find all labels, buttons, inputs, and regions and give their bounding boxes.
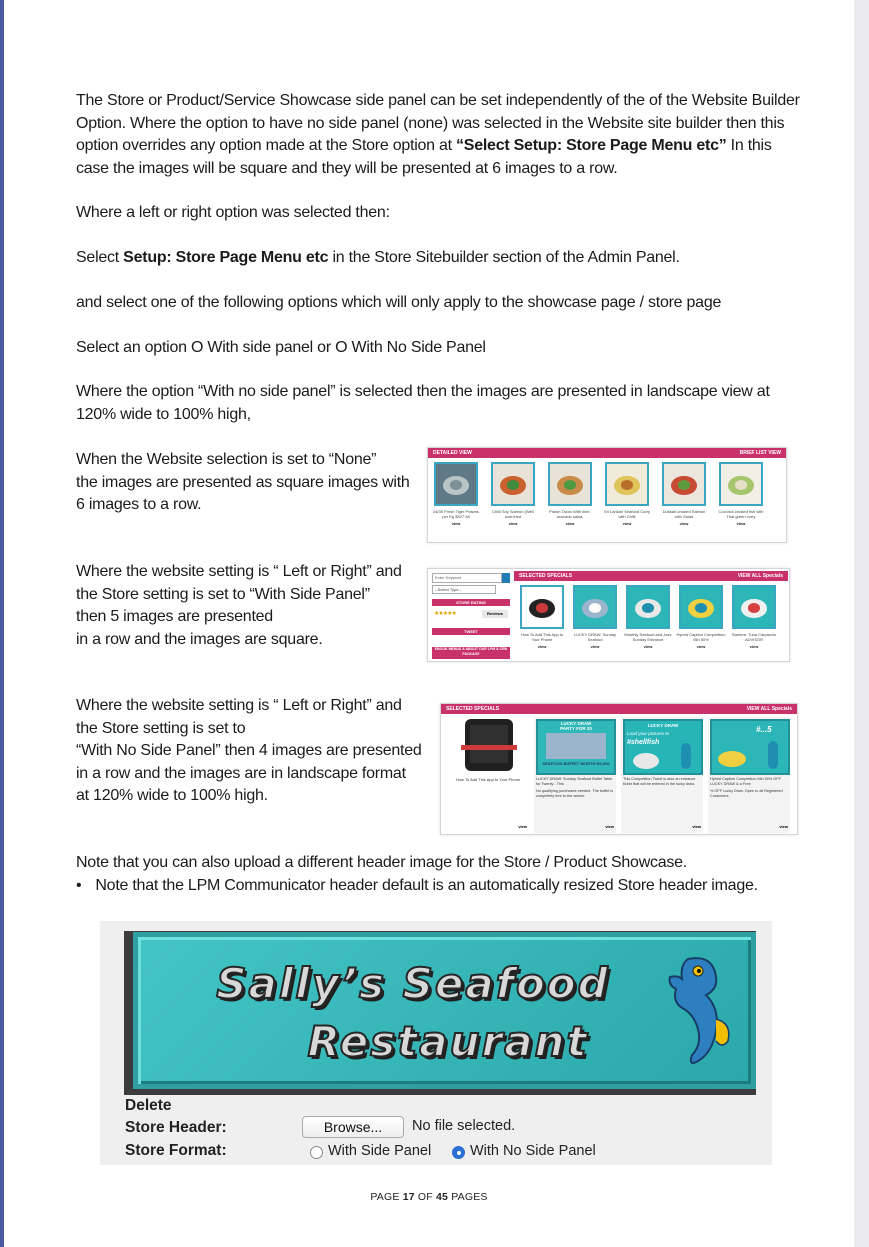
paragraph-no-side-panel xyxy=(76,381,770,426)
tile-text: LUCKY DRAW xyxy=(560,721,592,726)
search-icon[interactable] xyxy=(502,573,510,583)
product-tile[interactable] xyxy=(676,585,726,649)
product-tile[interactable] xyxy=(545,462,595,526)
view-link[interactable]: view xyxy=(518,824,527,829)
view-link[interactable]: view xyxy=(736,521,746,526)
tile-row xyxy=(441,714,797,833)
landscape-tile[interactable] xyxy=(447,717,529,833)
text-line: 6 images to a row. xyxy=(76,496,202,513)
text-line: The Store or Product/Service Showcase side panel can be set independently of the of the Website Builder xyxy=(76,92,800,109)
ebook-heading: EBOOK MENUS & ABOUT OUR LPM & CRN PACKAGE xyxy=(432,647,510,659)
text-line: then 5 images are presented xyxy=(76,608,273,625)
screenshot-six-per-row xyxy=(427,447,787,543)
product-caption: Chilli Soy Salmon (With wok-fried xyxy=(492,509,534,519)
side-panel xyxy=(432,573,510,657)
product-caption: How To Add This App to Your Phone xyxy=(520,632,564,642)
tile-detail: No qualifying purchases needed. The buffet is completely free to the winner. xyxy=(536,789,614,798)
view-link[interactable]: view xyxy=(605,824,614,829)
browse-button[interactable]: Browse... xyxy=(302,1116,404,1138)
tile-text: #...5 xyxy=(756,725,772,734)
paragraph-intro xyxy=(76,90,800,180)
view-link[interactable]: view xyxy=(565,521,575,526)
caption-competition-image xyxy=(710,719,790,775)
product-tile[interactable] xyxy=(659,462,709,526)
text-run: in the Store Sitebuilder section of the Admin Panel. xyxy=(328,249,680,266)
bullet-mark: • xyxy=(76,876,82,894)
product-image xyxy=(679,585,723,629)
landscape-tile[interactable] xyxy=(621,717,703,833)
text-run: option overrides any option made at the Store option at xyxy=(76,137,457,154)
text-line: Option. Where the option to have no side panel (none) was selected in the Website site builder then this xyxy=(76,114,785,132)
view-link[interactable]: view xyxy=(679,521,689,526)
tile-caption: This Competition Ticket is also an entrance ticket that will be entered in the lucky draw. xyxy=(623,777,696,786)
text-line: Where the website setting is “ Left or Right” and xyxy=(76,697,402,714)
view-link[interactable]: view xyxy=(622,521,632,526)
text-line: at 120% wide to 100% high. xyxy=(76,787,268,804)
rating-stars: ★★★★★ xyxy=(434,611,456,617)
brief-list-view-tab[interactable]: BRIEF LIST VIEW xyxy=(739,450,781,456)
shellfish-image xyxy=(623,719,703,775)
text-run: In this xyxy=(726,137,772,154)
tweet-heading: TWEET xyxy=(432,628,510,635)
paragraph-none-setting xyxy=(76,449,410,517)
product-image xyxy=(520,585,564,629)
type-select[interactable]: --Select Type-- xyxy=(432,585,496,594)
view-link[interactable]: view xyxy=(508,521,518,526)
specials-bar xyxy=(441,704,797,714)
paragraph-options: and select one of the following options which will only apply to the showcase page / store page xyxy=(76,294,722,311)
product-image xyxy=(573,585,617,629)
store-rating-heading: STORE RATING xyxy=(432,599,510,606)
bullet-text: Note that the LPM Communicator header default is an automatically resized Store header image. xyxy=(95,876,758,894)
paragraph-with-no-side-panel xyxy=(76,695,422,808)
store-header-settings xyxy=(100,921,772,1165)
store-header-banner xyxy=(133,932,756,1089)
view-link[interactable]: view xyxy=(590,644,600,649)
radio-with-side-panel[interactable] xyxy=(310,1146,323,1159)
total-page-count: 45 xyxy=(436,1191,449,1203)
product-image xyxy=(491,462,535,506)
view-link[interactable]: view xyxy=(537,644,547,649)
banner-title-line-2: Restaurant xyxy=(307,1017,589,1066)
tile-text: Load your pictures to xyxy=(627,731,670,736)
product-tile[interactable] xyxy=(488,462,538,526)
text-line: When the Website selection is set to “None” xyxy=(76,451,377,468)
paragraph-header-note xyxy=(76,852,758,897)
footer-text: PAGE xyxy=(370,1191,403,1203)
product-tile[interactable] xyxy=(729,585,779,649)
bullet-item xyxy=(76,875,758,898)
view-all-link[interactable]: VIEW ALL Specials xyxy=(746,706,792,712)
option-label-with-no-side-panel[interactable]: With No Side Panel xyxy=(470,1143,596,1159)
specials-title: SELECTED SPECIALS xyxy=(446,706,500,712)
page-footer xyxy=(4,1191,854,1203)
paragraph-select-option: Select an option O With side panel or O With No Side Panel xyxy=(76,339,486,356)
phone-image xyxy=(459,719,517,771)
specials-bar xyxy=(514,571,788,581)
view-link[interactable]: view xyxy=(779,824,788,829)
text-line: Note that you can also upload a different header image for the Store / Product Showcase. xyxy=(76,854,687,871)
specials-title: SELECTED SPECIALS xyxy=(519,573,573,579)
product-caption: Hybrid Caption Competition Min 50% xyxy=(676,632,726,642)
product-tile[interactable] xyxy=(716,462,766,526)
option-label-with-side-panel[interactable]: With Side Panel xyxy=(328,1143,432,1159)
product-caption: LUCKY DRAW: Sunday Seafood xyxy=(573,632,617,642)
view-all-link[interactable]: VIEW ALL Specials xyxy=(737,573,783,579)
detailed-view-tab[interactable]: DETAILED VIEW xyxy=(433,450,472,456)
text-line: in a row and the images are in landscape format xyxy=(76,764,406,782)
product-image xyxy=(434,462,478,506)
text-line: Where the website setting is “ Left or Right” and xyxy=(76,563,402,580)
view-bar xyxy=(428,448,786,458)
product-caption: Prawn Tacos With lime-avocado salsa, xyxy=(549,509,591,519)
footer-text: PAGES xyxy=(448,1191,488,1203)
product-tile[interactable] xyxy=(431,462,481,526)
text-line: the images are presented as square images with xyxy=(76,473,410,491)
specials-panel xyxy=(514,571,788,649)
product-caption: Dukkah-crusted Salmon with Salad xyxy=(662,509,706,519)
product-image xyxy=(605,462,649,506)
delete-label[interactable]: Delete xyxy=(125,1097,172,1114)
tile-text: SEAFOOD BUFFET WORTH R6,000 xyxy=(542,761,610,766)
bold-menu-path: Setup: Store Page Menu etc xyxy=(123,249,329,266)
product-image xyxy=(626,585,670,629)
current-page-number: 17 xyxy=(402,1191,415,1203)
reviews-button[interactable]: Reviews xyxy=(482,610,508,618)
document-page xyxy=(4,0,854,1247)
landscape-tile[interactable] xyxy=(708,717,790,833)
product-tile[interactable] xyxy=(623,585,673,649)
view-link[interactable]: view xyxy=(451,521,461,526)
tile-text: #shellfish xyxy=(627,739,660,746)
store-header-label: Store Header: xyxy=(125,1119,227,1136)
screenshot-side-panel xyxy=(427,568,790,662)
product-tile[interactable] xyxy=(570,585,620,649)
seahorse-icon xyxy=(658,949,738,1079)
tile-caption: How To Add This App to Your Phone xyxy=(455,777,521,782)
tile-row xyxy=(514,581,788,649)
view-link[interactable]: view xyxy=(643,644,653,649)
landscape-tile[interactable] xyxy=(534,717,616,833)
view-link[interactable]: view xyxy=(749,644,759,649)
text-line xyxy=(76,135,800,158)
text-run: Select xyxy=(76,249,124,266)
product-caption: Sri Lankan Seafood Curry with Chilli xyxy=(603,509,651,519)
product-image xyxy=(732,585,776,629)
paragraph-left-right: Where a left or right option was selected then: xyxy=(76,204,390,221)
tile-caption: Hybrid Caption Competition Min 50% OFF LUCKY DRAW & a Free xyxy=(710,777,781,786)
store-format-label: Store Format: xyxy=(125,1142,227,1159)
page-margin xyxy=(854,0,869,1247)
product-tile[interactable] xyxy=(602,462,652,526)
tile-row xyxy=(428,458,786,526)
lucky-draw-image xyxy=(536,719,616,775)
banner-title-line-1: Sally’s Seafood xyxy=(216,959,610,1008)
footer-text: OF xyxy=(414,1191,436,1203)
text-line: the Store setting is set to xyxy=(76,719,246,737)
screenshot-landscape-tiles xyxy=(440,703,798,835)
tile-caption: LUCKY DRAW: Sunday Seafood Buffet Table for Twenty - This xyxy=(536,777,613,786)
tile-text: LUCKY DRAW xyxy=(647,723,679,728)
radio-with-no-side-panel[interactable] xyxy=(452,1146,465,1159)
product-image xyxy=(662,462,706,506)
keyword-search-input[interactable]: Enter Keyword xyxy=(432,573,502,583)
view-link[interactable]: view xyxy=(692,824,701,829)
text-line: “With No Side Panel” then 4 images are presented xyxy=(76,742,422,759)
text-line: the Store setting is set to “With Side Panel” xyxy=(76,585,370,603)
bold-menu-path: “Select Setup: Store Page Menu etc” xyxy=(456,137,727,154)
product-image xyxy=(719,462,763,506)
text-line: in a row and the images are square. xyxy=(76,630,323,648)
product-tile[interactable] xyxy=(517,585,567,649)
product-caption: Monthly Seafood and Jazz Sunday Entrance xyxy=(624,632,672,642)
product-caption: Starters: Tuna Carpaccio ADVISOR xyxy=(731,632,777,642)
product-image xyxy=(548,462,592,506)
product-caption: 26/30 Fresh Tiger Prawns per Kg $327.38 xyxy=(433,509,479,519)
tile-text: PARTY FOR 20 xyxy=(560,726,592,731)
paragraph-with-side-panel xyxy=(76,561,402,651)
paragraph-select-setup xyxy=(76,247,680,270)
text-line: case the images will be square and they will be presented at 6 images to a row. xyxy=(76,159,618,177)
product-caption: Coconut-crusted fish with Thai green curry xyxy=(718,509,764,519)
text-line: Where the option “With no side panel” is selected then the images are presented in landscape view at xyxy=(76,383,770,400)
file-status: No file selected. xyxy=(412,1118,516,1134)
view-link[interactable]: view xyxy=(696,644,706,649)
tile-detail: % OFF Lucky Draw. Open to all Registered Customers. xyxy=(710,789,783,798)
text-line: 120% wide to 100% high, xyxy=(76,405,251,423)
